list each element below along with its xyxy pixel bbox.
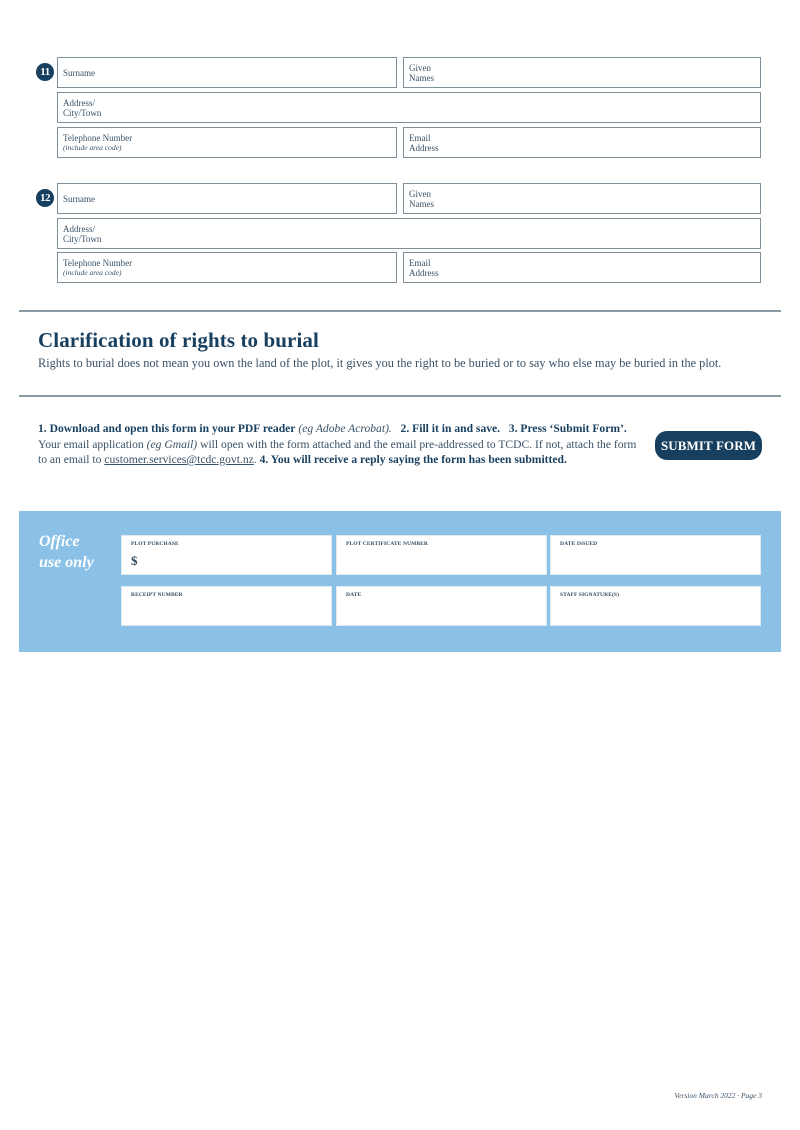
date-field[interactable] [336, 586, 547, 626]
surname-label: Surname [63, 67, 95, 78]
email-field[interactable] [403, 252, 761, 283]
email-link[interactable]: customer.services@tcdc.govt.nz [104, 453, 254, 466]
address-field[interactable] [57, 92, 761, 123]
number-badge: 12 [36, 189, 54, 207]
step4-text: You will receive a reply saying the form has been submitted. [268, 453, 567, 466]
line2-text-b: will open with the form attached and the email pre-addressed to TCDC. If not, attach the form to an email to [38, 437, 637, 466]
step2-text: Fill it in and save. [409, 422, 501, 435]
address-label: Address/ [63, 223, 95, 234]
submit-form-button[interactable]: SUBMIT FORM [655, 431, 762, 460]
email-label: Email [409, 132, 431, 143]
date-label: DATE [346, 592, 362, 598]
clarification-title: Clarification of rights to burial [38, 328, 319, 352]
staff-signature-label: STAFF SIGNATURE(S) [560, 592, 619, 598]
email-label-2: Address [409, 142, 439, 153]
office-use-label [39, 531, 94, 573]
step1-note: (eg Adobe Acrobat). [295, 422, 392, 435]
divider-top [19, 310, 781, 312]
office-use-label-1: Office [39, 533, 80, 550]
step2-number: 2. [400, 422, 410, 435]
address-label-2: City/Town [63, 107, 102, 118]
telephone-sublabel: (include area code) [63, 268, 122, 277]
address-label-2: City/Town [63, 233, 102, 244]
step3-text: Press ‘Submit Form’. [517, 422, 627, 435]
step3-number: 3. [508, 422, 518, 435]
surname-field[interactable] [57, 57, 397, 88]
given-names-field[interactable] [403, 183, 761, 214]
telephone-sublabel: (include area code) [63, 143, 122, 152]
email-label-2: Address [409, 267, 439, 278]
telephone-field[interactable] [57, 127, 397, 158]
step4-number: 4. [259, 453, 269, 466]
line2-note: (eg Gmail) [146, 437, 198, 451]
staff-signature-field[interactable] [550, 586, 761, 626]
telephone-label: Telephone Number [63, 258, 133, 268]
address-label: Address/ [63, 97, 95, 108]
submission-instructions [38, 421, 648, 468]
dollar-prefix: $ [131, 553, 138, 568]
line2-text-a: Your email application [38, 437, 147, 451]
telephone-field[interactable] [57, 252, 397, 283]
given-names-label-2: Names [409, 72, 434, 83]
plot-purchase-label: PLOT PURCHASE [131, 541, 179, 547]
plot-certificate-number-label: PLOT CERTIFICATE NUMBER [346, 541, 428, 547]
office-use-label-2: use only [39, 554, 94, 571]
office-use-panel [19, 511, 781, 652]
telephone-label: Telephone Number [63, 133, 133, 143]
address-field[interactable] [57, 218, 761, 249]
given-names-field[interactable] [403, 57, 761, 88]
given-names-label: Given [409, 188, 431, 199]
given-names-label-2: Names [409, 198, 434, 209]
divider-bottom [19, 395, 781, 397]
number-badge: 11 [36, 63, 54, 81]
email-label: Email [409, 257, 431, 268]
surname-field[interactable] [57, 183, 397, 214]
date-issued-field[interactable] [550, 535, 761, 575]
clarification-description: Rights to burial does not mean you own the land of the plot, it gives you the right to be buried or to say who else may be buried in the plot. [38, 356, 722, 370]
plot-certificate-number-field[interactable] [336, 535, 547, 575]
receipt-number-field[interactable] [121, 586, 332, 626]
step1-text: Download and open this form in your PDF reader [46, 422, 296, 435]
email-field[interactable] [403, 127, 761, 158]
given-names-label: Given [409, 62, 431, 73]
receipt-number-label: RECEIPT NUMBER [131, 592, 183, 598]
date-issued-label: DATE ISSUED [560, 541, 598, 547]
step1-number: 1. [38, 422, 47, 435]
surname-label: Surname [63, 193, 95, 204]
page-footer: Version March 2022 · Page 3 [674, 1091, 762, 1100]
plot-purchase-field[interactable] [121, 535, 332, 575]
line2-text-c: . [253, 453, 260, 466]
